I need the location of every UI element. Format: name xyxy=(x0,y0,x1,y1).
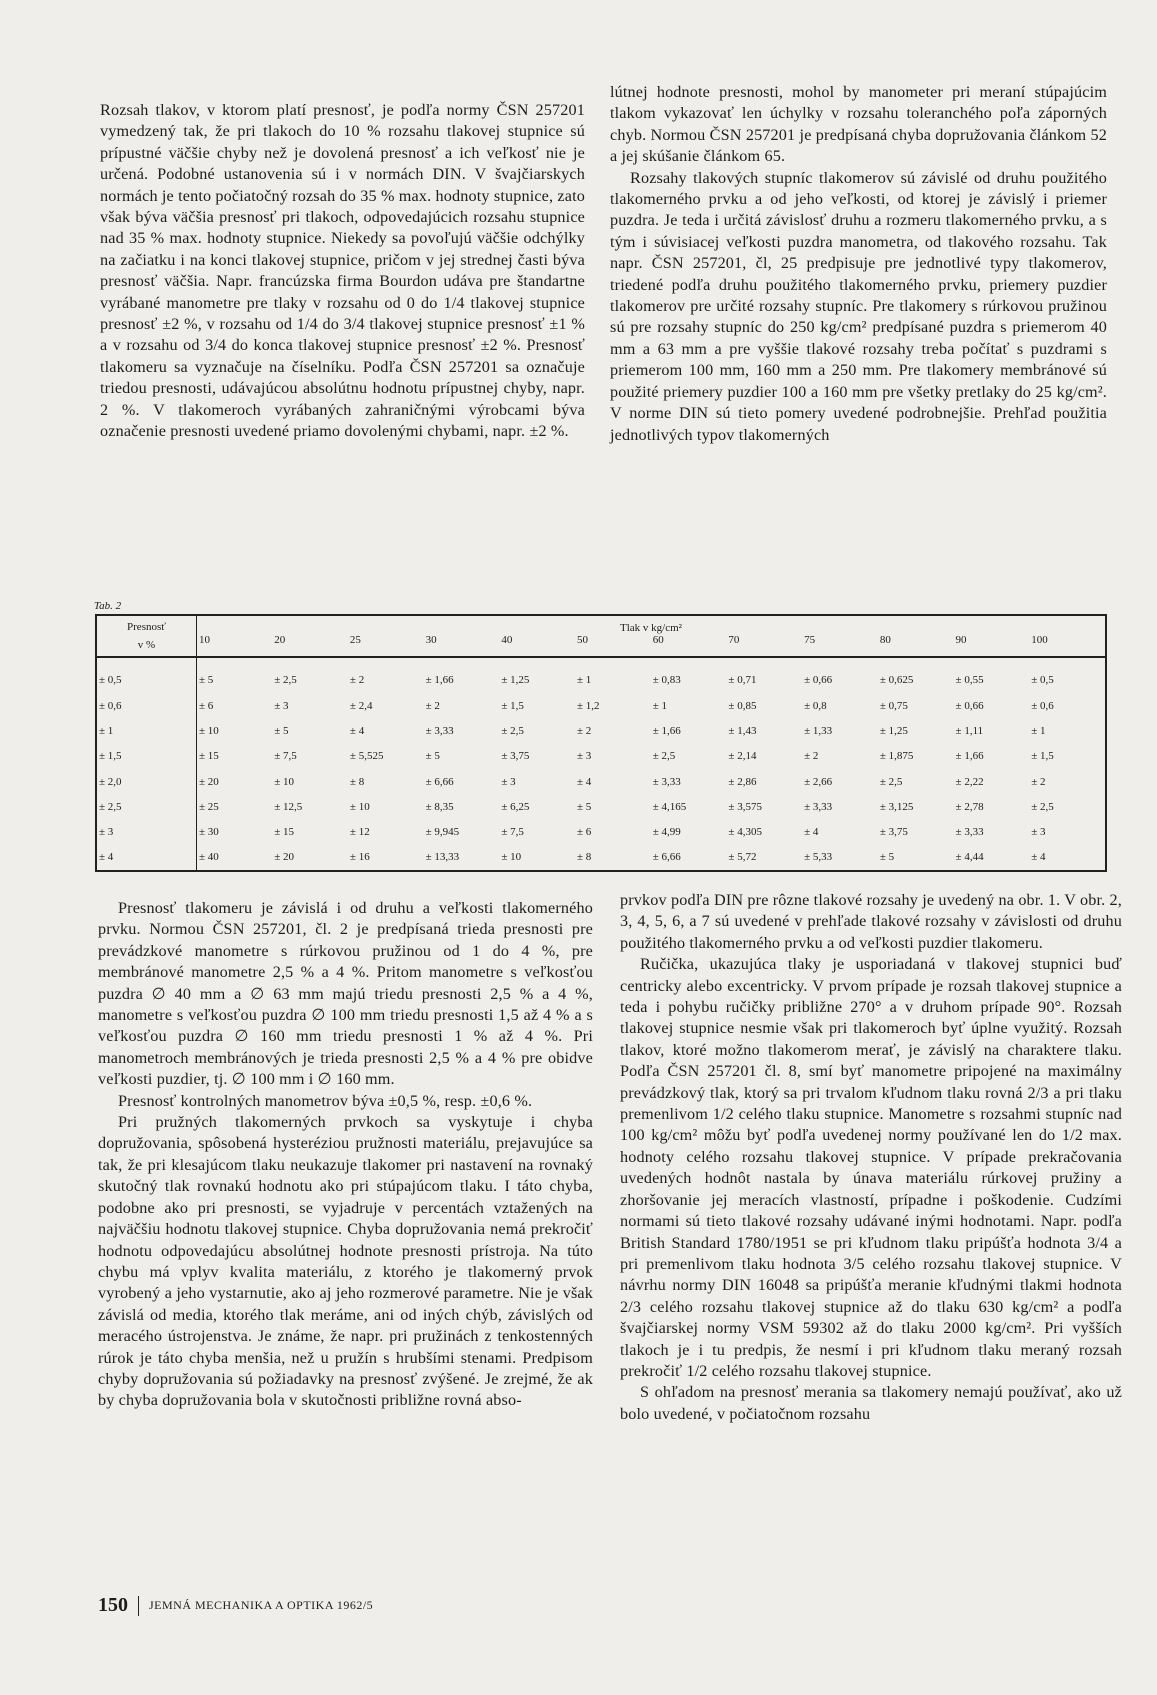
pressure-header: 100 xyxy=(1029,634,1105,657)
tolerance-cell: ± 1,5 xyxy=(501,699,524,712)
paragraph: prvkov podľa DIN pre rôzne tlakové rozsahy je uvedený na obr. 1. V obr. 2, 3, 4, 5, 6, a 7 sú uvedené v prehľade tlakové rozsahy v závislosti od druhu použitého tlakomerného prvku a od veľkosti puzdier tlakomeru. xyxy=(620,891,1122,952)
text-column-top-right xyxy=(610,82,1107,446)
accuracy-table xyxy=(95,614,1107,872)
tolerance-cell: ± 10 xyxy=(349,800,370,813)
tolerance-cell: ± 0,83 xyxy=(652,673,681,686)
accuracy-cell: ± 0,6 xyxy=(97,693,197,718)
tolerance-cell: ± 1,66 xyxy=(425,673,454,686)
tolerance-cell: ± 10 xyxy=(501,851,522,864)
tolerance-cell: ± 0,6 xyxy=(1031,699,1054,712)
header-unit: v % xyxy=(137,639,156,651)
header-presnost: Presnosť xyxy=(127,621,166,633)
tolerance-cell: ± 1 xyxy=(652,699,668,712)
tolerance-cell: ± 2,78 xyxy=(955,800,984,813)
pressure-header: 30 xyxy=(424,634,500,657)
tolerance-cell: ± 0,71 xyxy=(728,673,757,686)
tolerance-cell: ± 5 xyxy=(274,724,289,737)
tolerance-cell: ± 1,66 xyxy=(955,750,984,763)
table-row xyxy=(97,718,1105,743)
text-column-bottom-left xyxy=(98,898,593,1412)
accuracy-cell: ± 2,5 xyxy=(97,794,197,819)
tolerance-cell: ± 40 xyxy=(199,851,219,864)
tolerance-cell: ± 9,945 xyxy=(425,826,460,839)
tolerance-cell: ± 2,66 xyxy=(804,775,833,788)
tolerance-cell: ± 0,75 xyxy=(879,699,908,712)
tolerance-cell: ± 6 xyxy=(199,699,214,712)
pressure-header: 20 xyxy=(272,634,348,657)
tolerance-cell: ± 1,66 xyxy=(652,724,681,737)
tolerance-cell: ± 10 xyxy=(274,775,294,788)
tolerance-cell: ± 6 xyxy=(577,826,592,839)
tolerance-cell: ± 6,66 xyxy=(425,775,454,788)
tolerance-cell: ± 3 xyxy=(577,750,592,763)
tolerance-cell: ± 0,625 xyxy=(879,673,914,686)
table-row xyxy=(97,657,1105,693)
tolerance-cell: ± 3 xyxy=(501,775,516,788)
data-table xyxy=(97,616,1105,870)
accuracy-cell: ± 3 xyxy=(97,819,197,844)
pressure-header: 25 xyxy=(348,634,424,657)
table-label: Tab. 2 xyxy=(94,600,122,612)
tolerance-cell: ± 2,4 xyxy=(349,699,373,712)
text-column-top-left xyxy=(100,100,585,443)
tolerance-cell: ± 1,25 xyxy=(501,673,530,686)
tolerance-cell: ± 12 xyxy=(349,826,370,839)
table-row xyxy=(97,744,1105,769)
accuracy-cell: ± 1,5 xyxy=(97,744,197,769)
accuracy-cell: ± 0,5 xyxy=(97,657,197,693)
tolerance-cell: ± 10 xyxy=(199,724,219,737)
tolerance-cell: ± 0,5 xyxy=(1031,673,1054,686)
tolerance-cell: ± 2,14 xyxy=(728,750,757,763)
tolerance-cell: ± 3,575 xyxy=(728,800,762,813)
accuracy-cell: ± 2,0 xyxy=(97,769,197,794)
tolerance-cell: ± 2,86 xyxy=(728,775,757,788)
tolerance-cell: ± 1,43 xyxy=(728,724,757,737)
tolerance-cell: ± 3,33 xyxy=(955,826,984,839)
tolerance-cell: ± 15 xyxy=(274,826,294,839)
tolerance-cell: ± 2,5 xyxy=(652,750,676,763)
tolerance-cell: ± 2,5 xyxy=(501,724,524,737)
tolerance-cell: ± 2,5 xyxy=(1031,800,1054,813)
journal-title: JEMNÁ MECHANIKA A OPTIKA 1962/5 xyxy=(149,1598,374,1612)
pressure-header: 70 xyxy=(726,634,802,657)
tolerance-cell: ± 5,33 xyxy=(804,851,833,864)
tolerance-cell: ± 5 xyxy=(425,750,440,763)
tolerance-cell: ± 3 xyxy=(1031,826,1046,839)
tolerance-cell: ± 0,66 xyxy=(955,699,984,712)
paragraph: Ručička, ukazujúca tlaky je usporiadaná v tlakovej stupnici buď centricky alebo excentricky. V prvom prípade je rozsah tlakovej stupnice a teda i pohybu ručičky približne 270° a v druhom prípade 90°. Rozsah tlakovej stupnice nesmie však pri tlakomeroch byť úplne využitý. Rozsah tlakov, ktoré možno tlakomerom merať, je závislý na charaktere tlaku. Podľa ČSN 257201 čl. 8, smí byť manometre pripojené na maximálny prevádzkový tlak, ktorý sa pri trvalom kľudnom tlaku rovná 2/3 a pri tlaku premenlivom 1/2 celého tlaku stupnice. Manometre s rozsahmi stupníc nad 100 kg/cm² môžu byť podľa uvedenej normy používané len do 1/2 max. hodnoty celého rozsahu tlakovej stupnice. V prípade prekračovania uvedených hodnôt nastala by únava materiálu rúrkovej pružiny a zhoršovanie jej meracích vlastností, prípadne i poškodenie. Cudzími normami sú tieto tlakové rozsahy udávané inými hodnotami. Napr. podľa British Standard 1780/1951 se pri kľudnom tlaku pripúšťa hodnota 3/4 a pri premenlivom tlaku hodnota 3/5 celého rozsahu tlakovej stupnice. V návrhu normy DIN 16048 sa pripúšťa meranie kľudnými tlakmi hodnota 2/3 celého rozsahu tlakovej stupnice až do tlaku 630 kg/cm² a podľa švajčiarskej normy VSM 59302 až do tlaku 2000 kg/cm². Pri vyšších tlakoch je i tu predpis, že nesmí i pri kľudnom tlaku meraný rozsah prekročiť 1/2 celého rozsahu tlakovej stupnice. xyxy=(620,955,1122,1380)
tolerance-cell: ± 2 xyxy=(804,750,819,763)
tolerance-cell: ± 5 xyxy=(199,673,214,686)
tolerance-cell: ± 0,55 xyxy=(955,673,984,686)
tolerance-cell: ± 30 xyxy=(199,826,219,839)
table-row xyxy=(97,845,1105,870)
tolerance-cell: ± 2 xyxy=(577,724,592,737)
tolerance-cell: ± 3,33 xyxy=(425,724,454,737)
paragraph: Presnosť tlakomeru je závislá i od druhu a veľkosti tlakomerného prvku. Normou ČSN 257201, čl. 2 je predpísaná trieda presnosti pre prevádzkové manometre s rúrkovou pružinou od 1 do 4 %, pre membránové manometre 2,5 % a 4 %. Pritom manometre s veľkosťou puzdra ∅ 40 mm a ∅ 63 mm majú triedu presnosti 2,5 % a 4 %, manometre s veľkosťou puzdra ∅ 100 mm triedu presnosti 1,5 až 4 % a s veľkosťou puzdra ∅ 160 mm triedu presnosti 1 % až 4 %. Pri manometroch membránových je trieda presnosti 2,5 % a 4 % pre obidve veľkosti puzdier, tj. ∅ 100 mm i ∅ 160 mm. xyxy=(98,899,593,1089)
tolerance-cell: ± 0,8 xyxy=(804,699,827,712)
tolerance-cell: ± 8 xyxy=(349,775,365,788)
tolerance-cell: ± 3,33 xyxy=(652,775,681,788)
tolerance-cell: ± 4,165 xyxy=(652,800,687,813)
tolerance-cell: ± 1,25 xyxy=(879,724,908,737)
pressure-header: 40 xyxy=(499,634,575,657)
tolerance-cell: ± 3 xyxy=(274,699,289,712)
tolerance-cell: ± 20 xyxy=(199,775,219,788)
tolerance-cell: ± 3,33 xyxy=(804,800,833,813)
tolerance-cell: ± 0,85 xyxy=(728,699,757,712)
tolerance-cell: ± 4,44 xyxy=(955,851,984,864)
page-number: 150 xyxy=(98,1594,128,1616)
pressure-header: 80 xyxy=(878,634,954,657)
tolerance-cell: ± 5 xyxy=(577,800,592,813)
tolerance-cell: ± 3,75 xyxy=(879,826,908,839)
tolerance-cell: ± 1,2 xyxy=(577,699,600,712)
accuracy-cell: ± 1 xyxy=(97,718,197,743)
tolerance-cell: ± 2,5 xyxy=(274,673,297,686)
tolerance-cell: ± 1,875 xyxy=(879,750,914,763)
tolerance-cell: ± 5,525 xyxy=(349,750,384,763)
pressure-header: 50 xyxy=(575,634,651,657)
tolerance-cell: ± 4 xyxy=(577,775,592,788)
table-corner-header xyxy=(97,616,197,657)
tolerance-cell: ± 8 xyxy=(577,851,592,864)
paragraph: Rozsah tlakov, v ktorom platí presnosť, je podľa normy ČSN 257201 vymedzený tak, že pri tlakoch do 10 % rozsahu tlakovej stupnice sú prípustné väčšie chyby než je dovolená presnosť a ich veľkosť nie je určená. Podobné ustanovenia sú i v normách DIN. V švajčiarskych normách je tento počiatočný rozsah do 35 % max. hodnoty stupnice, zato však býva väčšia presnosť pri tlakoch, odpovedajúcich rozsahu stupnice nad 35 % max. hodnoty stupnice. Niekedy sa povoľujú väčšie odchýlky na začiatku i na konci tlakovej stupnice, pričom v jej strednej časti býva presnosť väčšia. Napr. francúzska firma Bourdon udáva pre štandartne vyrábané manometre pre tlaky v rozsahu od 0 do 1/4 tlakovej stupnice presnosť ±2 %, v rozsahu od 1/4 do 3/4 tlakovej stupnice presnosť ±1 % a v rozsahu od 3/4 do konca tlakovej stupnice presnosť ±2 %. Presnosť tlakomeru sa vyznačuje na číselníku. Podľa ČSN 257201 sa označuje triedou presnosti, udávajúcou absolútnu hodnotu prípustnej chyby, napr. 2 %. V tlakomeroch vyrábaných zahraničnými výrobcami býva označenie presnosti uvedené priamo dovolenými chybami, napr. ±2 %. xyxy=(100,101,585,441)
tolerance-cell: ± 4 xyxy=(349,724,365,737)
tolerance-cell: ± 0,66 xyxy=(804,673,833,686)
tolerance-cell: ± 5 xyxy=(879,851,895,864)
tolerance-cell: ± 6,66 xyxy=(652,851,681,864)
tolerance-cell: ± 1 xyxy=(577,673,592,686)
pressure-header: 75 xyxy=(802,634,878,657)
tolerance-cell: ± 4 xyxy=(804,826,819,839)
tolerance-cell: ± 16 xyxy=(349,851,370,864)
text-column-bottom-right xyxy=(620,890,1122,1425)
tolerance-cell: ± 20 xyxy=(274,851,294,864)
tolerance-cell: ± 2,22 xyxy=(955,775,984,788)
tolerance-cell: ± 2 xyxy=(1031,775,1046,788)
tolerance-cell: ± 2,5 xyxy=(879,775,903,788)
tolerance-cell: ± 7,5 xyxy=(501,826,524,839)
tolerance-cell: ± 4,99 xyxy=(652,826,681,839)
tolerance-cell: ± 1,33 xyxy=(804,724,833,737)
page-footer xyxy=(98,1594,373,1617)
accuracy-cell: ± 4 xyxy=(97,845,197,870)
tolerance-cell: ± 1,11 xyxy=(955,724,984,737)
tolerance-cell: ± 1,5 xyxy=(1031,750,1054,763)
header-pressure-title: Tlak v kg/cm² xyxy=(620,622,682,634)
tolerance-cell: ± 1 xyxy=(1031,724,1046,737)
footer-divider xyxy=(138,1596,139,1616)
tolerance-cell: ± 5,72 xyxy=(728,851,757,864)
pressure-header: 90 xyxy=(954,634,1030,657)
table-row xyxy=(97,794,1105,819)
tolerance-cell: ± 4,305 xyxy=(728,826,762,839)
tolerance-cell: ± 6,25 xyxy=(501,800,530,813)
paragraph: S ohľadom na presnosť merania sa tlakomery nemajú používať, ako už bolo uvedené, v počiatočnom rozsahu xyxy=(620,1383,1122,1423)
table-body xyxy=(97,657,1105,870)
pressure-header: 60 xyxy=(651,634,727,657)
paragraph: Presnosť kontrolných manometrov býva ±0,5 %, resp. ±0,6 %. xyxy=(118,1091,533,1110)
tolerance-cell: ± 8,35 xyxy=(425,800,454,813)
table-row xyxy=(97,819,1105,844)
tolerance-cell: ± 7,5 xyxy=(274,750,297,763)
tolerance-cell: ± 2 xyxy=(425,699,440,712)
tolerance-cell: ± 25 xyxy=(199,800,219,813)
tolerance-cell: ± 4 xyxy=(1031,851,1046,864)
pressure-header: 10 xyxy=(197,634,273,657)
table-row xyxy=(97,693,1105,718)
tolerance-cell: ± 15 xyxy=(199,750,219,763)
tolerance-cell: ± 13,33 xyxy=(425,851,460,864)
tolerance-cell: ± 3,125 xyxy=(879,800,914,813)
paragraph: Pri pružných tlakomerných prvkoch sa vyskytuje i chyba dopružovania, spôsobená hysteréziou pružnosti materiálu, prejavujúce sa tak, že pri klesajúcom tlaku neukazuje tlakomer pri nastavení na rovnaký skutočný tlak rovnakú hodnotu ako pri stúpajúcom tlaku. I táto chyba, podobne ako pri presnosti, se vyjadruje v percentách vztažených na najväčšiu hodnotu tlakovej stupnice. Chyba dopružovania nemá prekročiť hodnotu odpovedajúcu absolútnej hodnote presnosti prístroja. Na túto chybu má vplyv kvalita materiálu, z ktorého je tlakomerný prvok vyrobený a jeho vystarnutie, ako aj jeho rozmerové parametre. Nie je však závislá od media, ktorého tlak meráme, ani od iných chýb, závislých od meracého ústrojenstva. Je známe, že napr. pri pružinách z tenkostenných rúrok je táto chyba menšia, než u pružín s hrubšími stenami. Predpisom chyby dopružovania sú požiadavky na presnosť zvýšené. Je zrejmé, že ak by chyba dopružovania bola v skutočnosti približne rovná abso- xyxy=(98,1113,593,1410)
tolerance-cell: ± 3,75 xyxy=(501,750,530,763)
table-row xyxy=(97,769,1105,794)
tolerance-cell: ± 12,5 xyxy=(274,800,303,813)
paragraph: lútnej hodnote presnosti, mohol by manometer pri meraní stúpajúcim tlakom vykazovať len úchylky v rozsahu toleranchého poľa záporných chyb. Normou ČSN 257201 je predpísaná chyba dopružovania článkom 52 a jej skúšanie článkom 65. xyxy=(610,83,1107,166)
paragraph: Rozsahy tlakových stupníc tlakomerov sú závislé od druhu použitého tlakomerného prvku a od jeho veľkosti, od ktorej je závislý i priemer puzdra. Je teda i určitá závislosť druhu a rozmeru tlakomerného prvku, a s tým i súvisiacej veľkosti puzdra manometra, od tlakového rozsahu. Tak napr. ČSN 257201, čl, 25 predpisuje pre jednotlivé typy tlakomerov, triedené podľa druhu použitého tlakomerného prvku, priemery puzdier tlakomerov pre určité rozsahy stupníc. Pre tlakomery s rúrkovou pružinou sú pre rozsahy stupníc do 250 kg/cm² predpísané puzdra s priemerom 40 mm a 63 mm a pre vyššie tlakové rozsahy treba počítať s puzdrami s priemerom 100 mm, 160 mm a 250 mm. Pre tlakomery membránové sú použité priemery puzdier 100 a 160 mm pre všetky pretlaky do 25 kg/cm². V norme DIN sú tieto pomery uvedené podrobnejšie. Prehľad použitia jednotlivých typov tlakomerných xyxy=(610,168,1107,444)
tolerance-cell: ± 2 xyxy=(349,673,365,686)
